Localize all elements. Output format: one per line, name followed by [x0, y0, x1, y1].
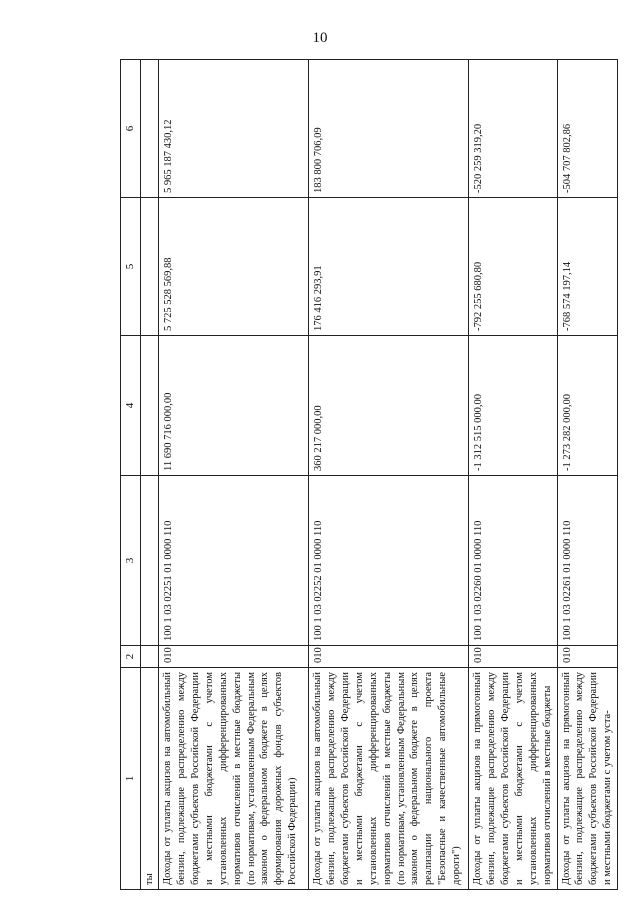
row-description: Доходы от уплаты акцизов на прямогонный бензин, подлежащие распределению между бюджетами субъектов Российской Федерации и местными бюджетами с учетом уста-	[557, 668, 617, 890]
table-row	[159, 60, 309, 890]
header-col-5: 5	[121, 198, 141, 336]
row-budget-code: 100 1 03 02261 01 0000 110	[557, 476, 617, 646]
row-fact: 5 725 528 569,88	[159, 198, 309, 336]
row-description: Доходы от уплаты акцизов на автомобильный бензин, подлежащие распределению между бюджетами субъектов Российской Федерации и местными бюджетами с учетом установленных дифференцированных нормативов отчислений в местные бюджеты (по нормативам, установленным Федеральным законом о федеральном бюджете в целях реализации национального проекта "Безопасные и качественные автомобильные дороги")	[309, 668, 469, 890]
row-diff: -520 259 319,20	[469, 60, 557, 198]
row-diff: 5 965 187 430,12	[159, 60, 309, 198]
income-table	[120, 59, 618, 890]
header-col-4: 4	[121, 336, 141, 476]
row-diff: 183 800 706,09	[309, 60, 469, 198]
header-col-3: 3	[121, 476, 141, 646]
row-admin-code: 010	[159, 646, 309, 668]
header-row	[121, 60, 141, 890]
row-fact: -768 574 197,14	[557, 198, 617, 336]
row-description: Доходы от уплаты акцизов на автомобильный бензин, подлежащие распределению между бюджетами субъектов Российской Федерации и местными бюджетами с учетом установленных дифференцированных нормативов отчислений в местные бюджеты (по нормативам, установленным Федеральным законом о федеральном бюджете в целях формирования дорожных фондов субъектов Российской Федерации)	[159, 668, 309, 890]
table-row	[469, 60, 557, 890]
row-diff: -504 707 802,86	[557, 60, 617, 198]
continuation-text: ты	[140, 668, 159, 890]
header-col-2: 2	[121, 646, 141, 668]
row-plan: 11 690 716 000,00	[159, 336, 309, 476]
row-budget-code: 100 1 03 02260 01 0000 110	[469, 476, 557, 646]
page-number: 10	[312, 30, 328, 46]
row-budget-code: 100 1 03 02252 01 0000 110	[309, 476, 469, 646]
continuation-row	[140, 60, 159, 890]
header-col-1: 1	[121, 668, 141, 890]
row-fact: 176 416 293,91	[309, 198, 469, 336]
table-container	[120, 60, 614, 890]
row-plan: -1 312 515 000,00	[469, 336, 557, 476]
header-col-6: 6	[121, 60, 141, 198]
row-fact: -792 255 680,80	[469, 198, 557, 336]
row-admin-code: 010	[309, 646, 469, 668]
rotated-table	[120, 60, 614, 890]
row-plan: 360 217 000,00	[309, 336, 469, 476]
table-row	[557, 60, 617, 890]
row-admin-code: 010	[469, 646, 557, 668]
table-row	[309, 60, 469, 890]
row-description: Доходы от уплаты акцизов на прямогонный бензин, подлежащие распределению между бюджетами субъектов Российской Федерации и местными бюджетами с учетом установленных дифференцированных нормативов отчислений в местные бюджеты	[469, 668, 557, 890]
row-admin-code: 010	[557, 646, 617, 668]
row-budget-code: 100 1 03 02251 01 0000 110	[159, 476, 309, 646]
row-plan: -1 273 282 000,00	[557, 336, 617, 476]
